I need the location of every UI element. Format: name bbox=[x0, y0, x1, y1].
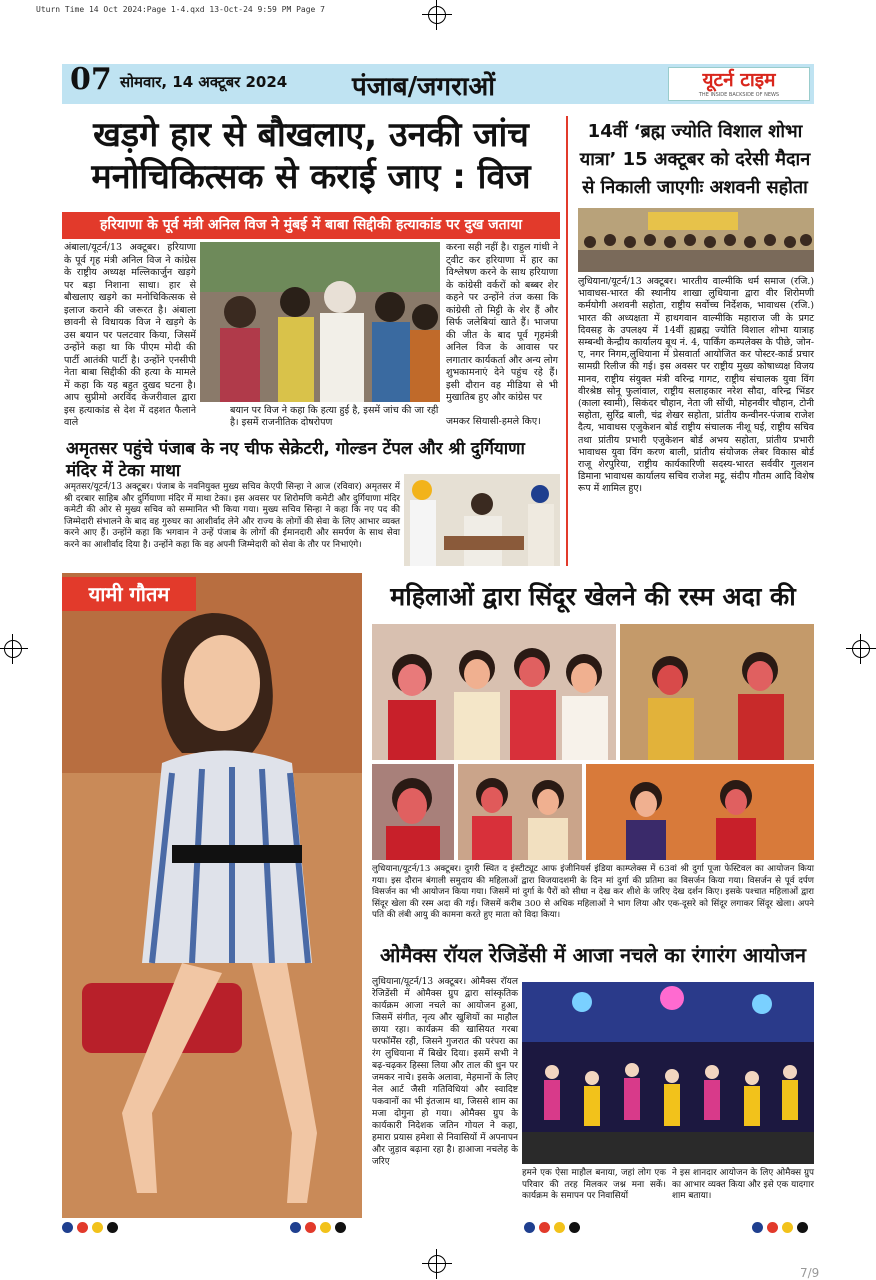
color-dot-black bbox=[797, 1222, 808, 1233]
omaxe-body: लुधियाना/यूटर्न/13 अक्टूबर। ओमैक्स रॉयल रेजिडेंसी में ओमैक्स ग्रुप द्वारा सांस्कृतिक कार्यक्रम आजा नचले का आयोजन हुआ, जिसमें संगीत, नृत्य और खुशियों का माहौल छाया रहा। कार्यक्रम की खासियत गरबा परफॉर्मेंस रही, जिसने गुजरात की परंपरा का रंग लुधियाना में बिखेर दिया। इसमें सभी ने बढ़-चढ़कर हिस्सा लिया और ताल की धुन पर जमकर नाचे। इसके अलावा, मेहमानों के लिए नेल आर्ट जैसी गतिविधियां और स्वादिष्ट पकवानों का भी इंतजाम था, जिससे शाम का मजा दोगुना हो गया। ओमैक्स ग्रुप के कार्यकारी निदेशक जतिन गोयल ने कहा, हमारा प्रयास हमेशा से निवासियों में अपनापन और जुड़ाव बढ़ाना रहा है। हाआजा नचलेह के जरिए bbox=[372, 977, 518, 1167]
color-dot-red bbox=[767, 1222, 778, 1233]
color-bar-right bbox=[752, 1222, 808, 1236]
color-dot-red bbox=[539, 1222, 550, 1233]
yami-gautam-photo bbox=[62, 573, 362, 1218]
sobha-yatra-photo bbox=[578, 208, 814, 272]
omaxe-headline: ओमैक्स रॉयल रेजिडेंसी में आजा नचले का रंगारंग आयोजन bbox=[379, 943, 807, 967]
registration-mark-top bbox=[428, 6, 446, 24]
section-title: पंजाब/जगराओं bbox=[352, 72, 496, 102]
meeting-photo-illustration bbox=[404, 474, 560, 566]
amritsar-photo bbox=[404, 474, 560, 566]
color-dot-blue bbox=[524, 1222, 535, 1233]
sobha-yatra-headline: 14वीं ‘ब्रह्म ज्योति विशाल शोभा यात्रा’ 15 अक्टूबर को दरेसी मैदान से निकाली जाएगीः अशवनी सहोता bbox=[579, 121, 811, 198]
color-bar-left bbox=[62, 1222, 118, 1236]
color-dot-black bbox=[569, 1222, 580, 1233]
print-slug: Uturn Time 14 Oct 2024:Page 1-4.qxd 13-Oct-24 9:59 PM Page 7 bbox=[36, 5, 325, 14]
color-dot-blue bbox=[752, 1222, 763, 1233]
portrait-illustration bbox=[62, 573, 362, 1218]
omaxe-column-3: ने इस शानदार आयोजन के लिए ओमैक्स ग्रुप का आभार व्यक्त किया और इसे एक यादगार शाम बताया। bbox=[672, 1168, 814, 1201]
color-dot-yellow bbox=[92, 1222, 103, 1233]
sindoor-photo-2 bbox=[620, 624, 814, 760]
women-photo-illustration bbox=[620, 624, 814, 760]
women-photo-illustration bbox=[586, 764, 814, 860]
registration-mark-bottom bbox=[428, 1255, 446, 1273]
omaxe-column-2: हमने एक ऐसा माहौल बनाया, जहां लोग एक परिवार की तरह मिलकर जश्न मना सकें। कार्यक्रम के समापन पर निवासियों bbox=[522, 1168, 666, 1201]
color-bar-center-right bbox=[524, 1222, 580, 1236]
omaxe-photo bbox=[522, 982, 814, 1164]
lead-column-1: अंबाला/यूटर्न/13 अक्टूबर। हरियाणा के पूर्व गृह मंत्री अनिल विज ने कांग्रेस के राष्ट्रीय अध्यक्ष मल्लिकार्जुन खड़गे पर बड़ा निशाना साधा। हार से बौखलाए खड़गे का मनोचिकित्सक से इलाज कराने की जरूरत है। अंबाला छावनी से विधायक विज ने खड़गे के उस बयान पर पलटवार किया, जिसमें उन्होंने कहा था कि पीएम मोदी की पार्टी आतंकी पार्टी है। उन्होंने एनसीपी नेता बाबा सिद्दीकी की हत्या के मामले में कहा कि यह बहुत दुखद घटना है। आप सुप्रीमो अरविंद केजरीवाल द्वारा इस हत्याकांड से देश में दहशत फैलाने वाले bbox=[64, 242, 196, 428]
women-photo-illustration bbox=[458, 764, 582, 860]
page-folio: 7/9 bbox=[800, 1266, 820, 1280]
color-bar-center-left bbox=[290, 1222, 346, 1236]
yami-gautam-label: यामी गौतम bbox=[62, 577, 196, 611]
sindoor-photo-5 bbox=[586, 764, 814, 860]
registration-mark-left bbox=[4, 640, 22, 658]
color-dot-yellow bbox=[782, 1222, 793, 1233]
page-number: 07 bbox=[70, 62, 112, 97]
lead-column-3-end: जमकर सियासी-हमले किए। bbox=[446, 416, 541, 427]
sindoor-photo-3 bbox=[372, 764, 454, 860]
amritsar-body: अमृतसर/यूटर्न/13 अक्टूबर। पंजाब के नवनियुक्त मुख्य सचिव केएपी सिन्हा ने आज (रविवार) अमृतसर में श्री दरबार साहिब और दुर्गियाणा मंदिर में माथा टेका। इस अवसर पर शिरोमणि कमेटी और दुर्गियाणा मंदिर कमेटी की ओर से मुख्य सचिव को सम्मानित भी किया गया। मुख्य सचिव सिन्हा ने कहा कि नए पद की जिम्मेदारी संभालने के बाद वह गुरुघर का आशीर्वाद लेने और राज्य के लोगों की सेवा के लिए आभार व्यक्त करने आए हैं। उन्होंने कहा कि भगवान ने उन्हें पंजाब के लोगों की ईमानदारी और समर्पण के साथ सेवा करने का आशीर्वाद दिया है। उन्होंने कहा कि वह अपनी जिम्मेदारी को सेवा के तौर पर निभाएंगे। bbox=[64, 482, 400, 550]
crowd-photo-illustration bbox=[200, 242, 440, 402]
column-rule bbox=[566, 116, 568, 566]
lead-subhead: हरियाणा के पूर्व मंत्री अनिल विज ने मुंबई में बाबा सिद्दीकी हत्याकांड पर दुख जताया bbox=[62, 212, 560, 239]
sobha-yatra-body: लुधियाना/यूटर्न/13 अक्टूबर। भारतीय वाल्मीकि धर्म समाज (रजि.) भावाधस-भारत की स्थानीय शाखा लुधियाना द्वारा वीर शिरोमणी कर्मयोगी अशवनी सहोता, राष्ट्रीय सर्वोच्च निर्देशक, भावाधस (रजि.) भारत की अध्यक्षता में हाथगवान वाल्मीकि महाराज जी के प्रगट दिवसह के उपलक्ष्य में 14वीं ह्यब्रह्म ज्योति विशाल शोभा यात्राह सम्बन्धी केन्द्रीय कार्यालय बूथ नं. 4, पार्किंग कम्पलेक्स के पीछे, जोन-ए, नगर निगम,लुधियाना में प्रेसवार्ता आयोजित कर पोस्टर-कार्ड प्रचार सामग्री रिलीज की गई। इस अवसर पर राष्ट्रीय मुख्य कोषाध्यक्ष विजय मानव, राष्ट्रीय संयुक्त मंत्री वरिन्द्र गागट, राष्ट्रीय संचालक युवा विंग वीरश्रेष्ठ सोनू फुलांवाल, राष्ट्रीय सलाहकार नरेश सौदा, वरिन्द्र भिंडर (काला स्वामी), सिकंदर चौहान, नेता जी सोंधी, मोहनवीर चौहान, टोनी सहोता, सुरिंद्र बाली, चंद्र शेखर सहोता, प्रांतीय कन्वीनर-पंजाब राजेश दैत्य, भावाधस एजुकेशन बोर्ड राष्ट्रीय संचालक नीशू घई, राष्ट्रीय सचिव तथा प्रांतीय प्रभारी एजुकेशन बोर्ड अभय सहोता, प्रांतीय प्रभारी भावाधस युवा विंग करण बाली, प्रांतीय संयोजक लेबर विकास बोर्ड राजू शेरपुरिया, राष्ट्रीय कार्यकारिणी सदस्य-भारत सर्ववीर गुलशन डिमाना भावाधस कार्यालय सचिव राजेश मट्टू, संदीप गौतम आदि विशेष रूप में शामिल हुए। bbox=[578, 276, 814, 495]
color-dot-blue bbox=[62, 1222, 73, 1233]
sindoor-body: लुधियाना/यूटर्न/13 अक्टूबर। दुगरी स्थित द इंस्टीट्यूट आफ इंजीनियर्स इंडिया काम्प्लेक्स में 63वां श्री दुर्गा पूजा फेस्टिवल का आयोजन किया गया। इस दौरान बंगाली समुदाय की महिलाओं द्वारा विजयादशमी के दिन मां दुर्गा की प्रतिमा का विसर्जन किया गया। विसर्जन से पूर्व दर्पण विसर्जन का भी आयोजन किया गया। जिसमें मां दुर्गा के पैरों को सीधा न देख कर शीशे के जरिए देख दर्शन किए। इसके पश्चात महिलाओं द्वारा सिंदूर खेला की रस्म अदा की गई। जिसमें करीब 300 से अधिक महिलाओं ने भाग लिया और एक-दूसरे को सिंदूर लगाकर सिंदूर खेला। अपने पति की लंबी आयु की कामना करते हुए माता को विदा किया। bbox=[372, 864, 814, 920]
group-photo-illustration bbox=[578, 208, 814, 272]
color-dot-red bbox=[77, 1222, 88, 1233]
amritsar-headline: अमृतसर पहुंचे पंजाब के नए चीफ सेक्रेटरी, गोल्डन टेंपल और श्री दुर्गियाणा मंदिर में टेका माथा bbox=[66, 439, 525, 481]
logo-tagline: THE INSIDE BACKSIDE OF NEWS bbox=[698, 92, 780, 98]
color-dot-black bbox=[335, 1222, 346, 1233]
woman-photo-illustration bbox=[372, 764, 454, 860]
sindoor-headline: महिलाओं द्वारा सिंदूर खेलने की रस्म अदा की bbox=[390, 582, 796, 611]
sindoor-photo-4 bbox=[458, 764, 582, 860]
logo-text: यूटर्न टाइम bbox=[702, 69, 776, 91]
vij-photo bbox=[200, 242, 440, 402]
color-dot-yellow bbox=[554, 1222, 565, 1233]
women-photo-illustration bbox=[372, 624, 616, 760]
lead-headline: खड़गे हार से बौखलाए, उनकी जांच मनोचिकित्सक से कराई जाए : विज bbox=[91, 115, 531, 197]
lead-column-3: करना सही नहीं है। राहुल गांधी ने ट्वीट कर हरियाणा में हार का विश्लेषण करने के साथ हरियाणा के कांग्रेसी वर्करों को बब्बर शेर कहने पर उन्होंने तंज कसा कि कांग्रेसी तो मिट्टी के शेर हैं और सिर्फ जलेबियां खाते हैं। भाजपा की जीत के बाद पूर्व गृहमंत्री अनिल विज के आवास पर लगातार कार्यकर्ता और अन्य लोग शुभकामनाएं देने पहुंच रहे हैं। इसी दौरान वह मीडिया से भी मुखातिब हुए और कांग्रेस पर bbox=[446, 242, 558, 403]
issue-date: सोमवार, 14 अक्टूबर 2024 bbox=[120, 73, 288, 91]
color-dot-black bbox=[107, 1222, 118, 1233]
color-dot-blue bbox=[290, 1222, 301, 1233]
sindoor-photo-1 bbox=[372, 624, 616, 760]
newspaper-logo bbox=[668, 67, 810, 101]
garba-event-illustration bbox=[522, 982, 814, 1164]
registration-mark-right bbox=[852, 640, 870, 658]
color-dot-yellow bbox=[320, 1222, 331, 1233]
vij-photo-caption: बयान पर विज ने कहा कि हत्या हुई है, इसमें जांच की जा रही है। इसमें राजनीतिक दोषरोपण bbox=[230, 405, 439, 428]
color-dot-red bbox=[305, 1222, 316, 1233]
